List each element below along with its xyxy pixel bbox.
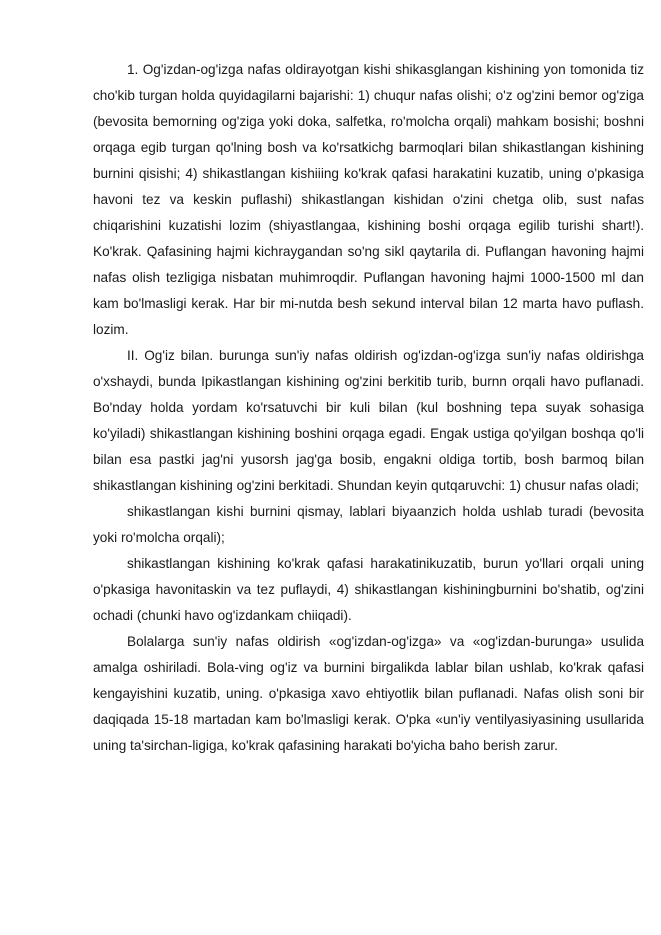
paragraph-2: II. Og'iz bilan. burunga sun'iy nafas oldirish og'izdan-og'izga sun'iy nafas oldirishga o'xshaydi, bunda Ipikastlangan kishining og'zini berkitib turib, burnn orqali havo puflanadi. Bo'nday holda yordam ko'rsatuvchi bir kuli bilan (kul boshning tepa suyak sohasiga ko'yiladi) shikastlangan kishining boshini orqaga egadi. Engak ustiga qo'yilgan boshqa qo'li bilan esa pastki jag'ni yusorsh jag'ga bosib, engakni oldiga tortib, bosh barmoq bilan shikastlangan kishining og'zini berkitadi. Shundan keyin qutqaruvchi: 1) chusur nafas oladi; xyxy=(93,348,644,493)
paragraph-4: shikastlangan kishining ko'krak qafasi harakatinikuzatib, burun yo'llari orqali uning o'pkasiga havonitaskin va tez puflaydi, 4) shikastlangan kishiningburnini bo'shatib, og'zini ochadi (chunki havo og'izdankam chiiqadi). xyxy=(93,556,644,623)
paragraph-3: shikastlangan kishi burnini qismay, lablari biyaanzich holda ushlab turadi (bevosita yoki ro'molcha orqali); xyxy=(93,504,644,545)
document-body xyxy=(93,57,644,759)
paragraph-5: Bolalarga sun'iy nafas oldirish «og'izdan-og'izga» va «og'izdan-burunga» usulida amalga oshiriladi. Bola-ving og'iz va burnini birgalikda lablar bilan ushlab, ko'krak qafasi kengayishini kuzatib, uning. o'pkasiga xavo ehtiyotlik bilan puflanadi. Nafas olish soni bir daqiqada 15-18 martadan kam bo'lmasligi kerak. O'pka «un'iy ventilyasiyasining usullarida uning ta'sirchan-ligiga, ko'krak qafasining harakati bo'yicha baho berish zarur. xyxy=(93,634,644,753)
paragraph-1: 1. Og'izdan-og'izga nafas oldirayotgan kishi shikasglangan kishining yon tomonida tiz cho'kib turgan holda quyidagilarni bajarishi: 1) chuqur nafas olishi; o'z og'zini bemor og'ziga (bevosita bemorning og'ziga yoki doka, salfetka, ro'molcha orqali) mahkam bosishi; boshni orqaga egib turgan qo'lning bosh va ko'rsatkichg barmoqlari bilan shikastlangan kishining burnini qisishi; 4) shikastlangan kishiiing ko'krak qafasi harakatini kuzatib, uning o'pkasiga havoni tez va keskin puflashi) shikastlangan kishidan o'zini chetga olib, sust nafas chiqarishini kuzatishi lozim (shiyastlangaa, kishining boshi orqaga egilib turishi shart!). Ko'krak. Qafasining hajmi kichraygandan so'ng sikl qaytarila di. Puflangan havoning hajmi nafas olish tezligiga nisbatan muhimroqdir. Puflangan havoning hajmi 1000-1500 ml dan kam bo'lmasligi kerak. Har bir mi-nutda besh sekund interval bilan 12 marta havo puflash. lozim. xyxy=(93,62,644,337)
